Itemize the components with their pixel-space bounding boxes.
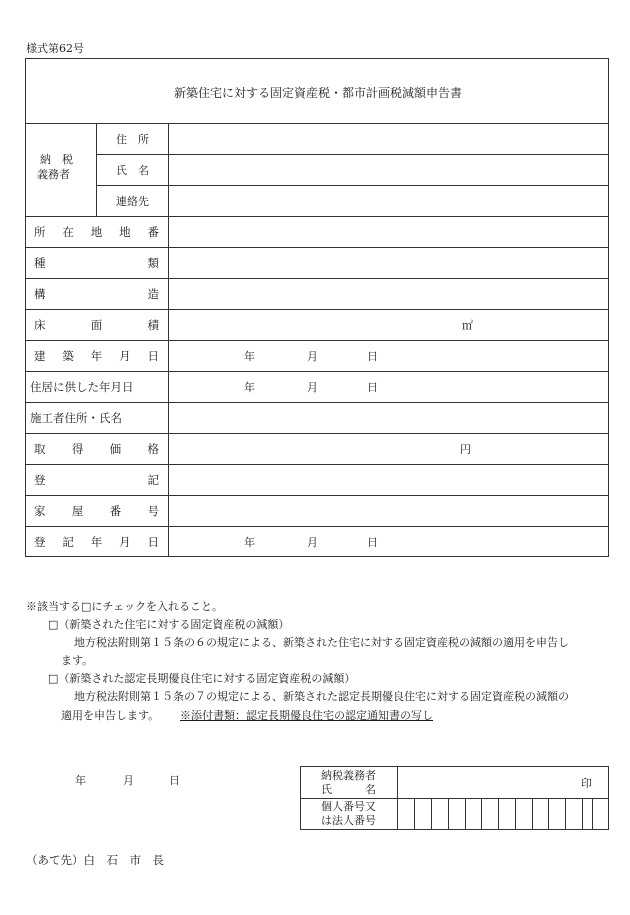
address-label: 住 所 [116, 133, 149, 146]
price-label: 取 得 価 格 [34, 442, 159, 456]
option2-heading[interactable]: □（新築された認定長期優良住宅に対する固定資産税の減額） [48, 672, 356, 685]
form-number: 様式第62号 [26, 42, 84, 55]
taxpayer-label-2: 義務者 [37, 168, 70, 181]
declaration-table [25, 58, 609, 557]
option1-body-2: ます。 [61, 654, 94, 667]
registration-day: 日 [367, 536, 378, 549]
option1-body-1: 地方税法附則第１５条の６の規定による、新築された住宅に対する固定資産税の減額の適用を申告し [74, 636, 569, 649]
registration-year: 年 [244, 536, 255, 549]
occupied-date-label: 住居に供した年月日 [30, 380, 134, 394]
submit-year: 年 [75, 774, 86, 787]
built-day: 日 [367, 350, 378, 363]
registration-month: 月 [307, 536, 318, 549]
occupied-year: 年 [244, 381, 255, 394]
option1-heading[interactable]: □（新築された住宅に対する固定資産税の減額） [48, 618, 290, 631]
taxpayer-name-label-2: 氏 名 [321, 783, 376, 796]
addressee: （あて先）白 石 市 長 [26, 853, 164, 867]
floor-area-unit: ㎡ [462, 319, 473, 332]
notes-intro: ※該当する□にチェックを入れること。 [26, 600, 224, 613]
price-unit: 円 [460, 443, 471, 456]
taxpayer-name-label-1: 納税義務者 [321, 769, 376, 782]
house-number-label: 家 屋 番 号 [34, 504, 159, 518]
id-number-label-2: は法人番号 [321, 814, 376, 827]
occupied-month: 月 [307, 381, 318, 394]
contact-label: 連絡先 [116, 195, 149, 208]
attachment-note: ※添付書類：認定長期優良住宅の認定通知書の写し [180, 709, 433, 722]
registration-label: 登 記 [34, 473, 159, 487]
submit-day: 日 [169, 774, 180, 787]
occupied-day: 日 [367, 381, 378, 394]
name-label: 氏 名 [116, 164, 149, 177]
location-label: 所 在 地 地 番 [34, 225, 159, 239]
option2-body-1: 地方税法附則第１５条の７の規定による、新築された認定長期優良住宅に対する固定資産税の減額の [74, 690, 569, 703]
signature-box [300, 766, 609, 830]
id-number-label-1: 個人番号又 [321, 800, 376, 813]
kind-label: 種 類 [34, 256, 159, 270]
option2-body-2: 適用を申告します。 [61, 709, 160, 722]
structure-label: 構 造 [34, 287, 159, 301]
built-year: 年 [244, 350, 255, 363]
submit-month: 月 [123, 774, 134, 787]
builder-label: 施工者住所・氏名 [30, 411, 122, 425]
built-month: 月 [307, 350, 318, 363]
built-date-label: 建 築 年 月 日 [34, 349, 159, 363]
registration-date-label: 登 記 年 月 日 [34, 535, 159, 549]
form-title: 新築住宅に対する固定資産税・都市計画税減額申告書 [173, 86, 462, 100]
taxpayer-label-1: 納 税 [40, 153, 73, 166]
floor-area-label: 床 面 積 [34, 318, 159, 332]
seal-mark: 印 [581, 777, 592, 790]
